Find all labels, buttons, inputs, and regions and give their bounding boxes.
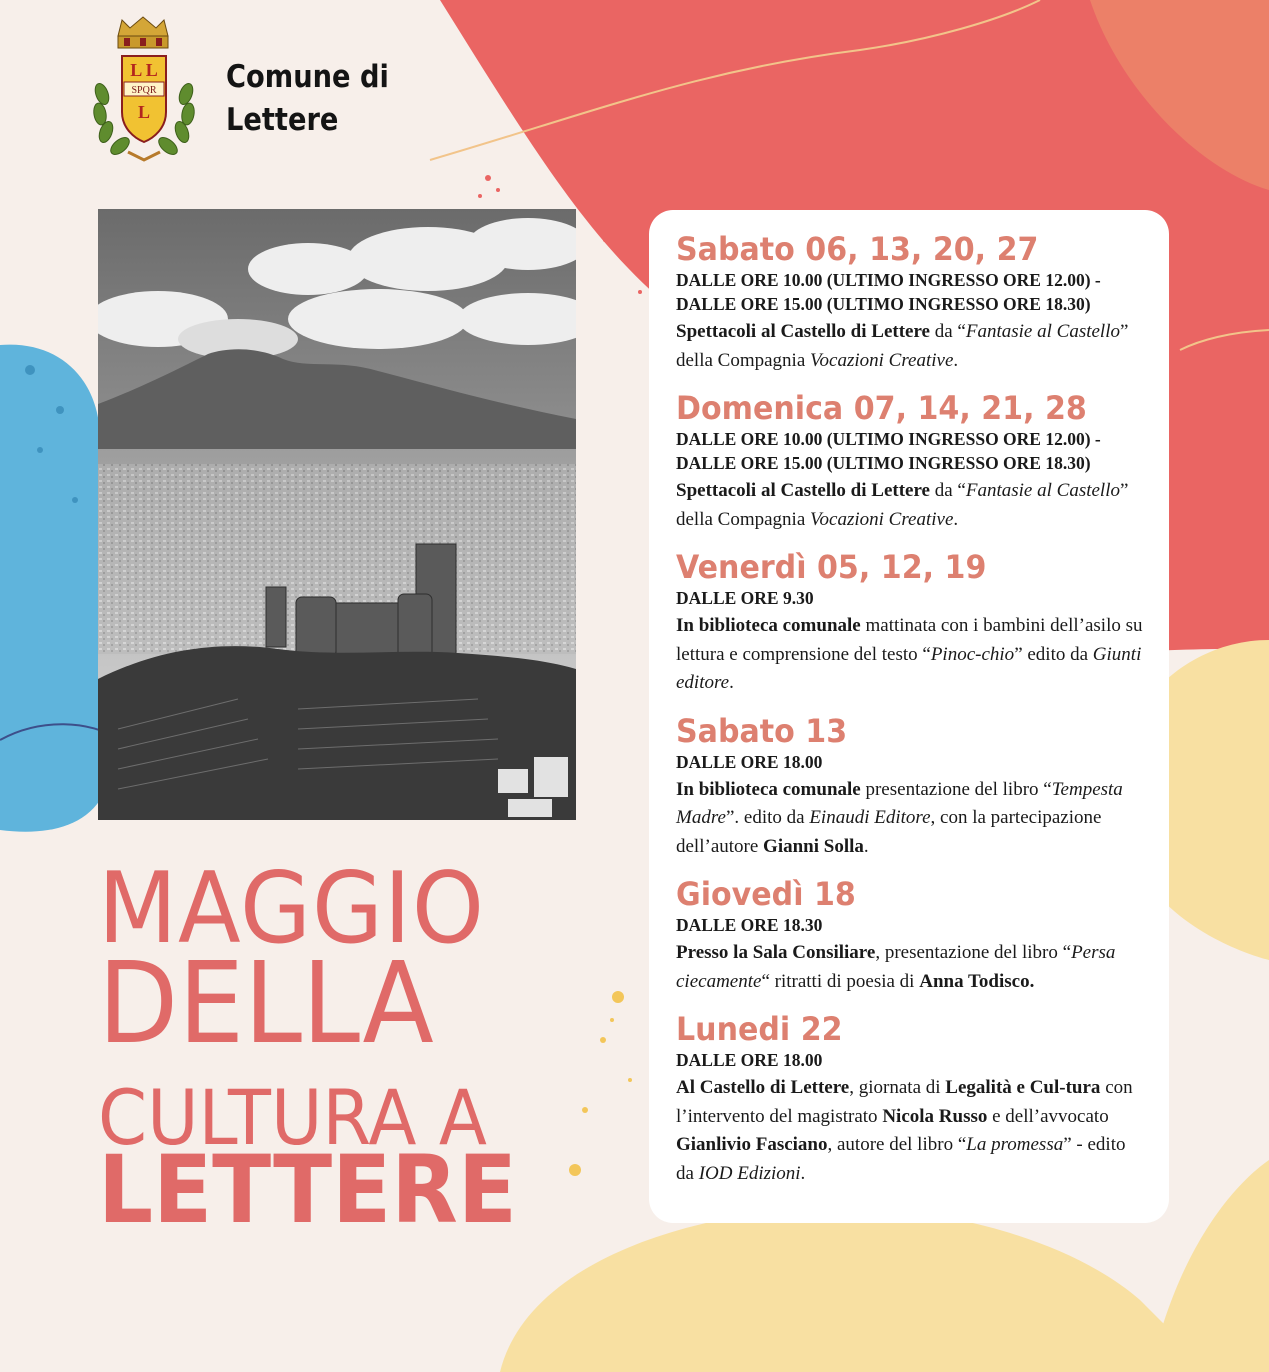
- title-line-2: DELLA: [98, 939, 434, 1069]
- event-time: DALLE ORE 10.00 (ULTIMO INGRESSO ORE 12.00) -: [676, 429, 1101, 449]
- event-description: [676, 1074, 1147, 1188]
- event-description-segment: .: [863, 835, 869, 857]
- hillside: [98, 646, 576, 820]
- event-item: [676, 875, 1147, 996]
- event-description-segment: Anna Todisco.: [919, 970, 1035, 992]
- event-time: DALLE ORE 9.30: [676, 588, 814, 608]
- event-description-segment: Presso la Sala Consiliare: [676, 942, 876, 963]
- event-description-segment: In biblioteca comunale: [676, 778, 861, 800]
- event-item: [676, 389, 1147, 534]
- event-date-heading: Giovedì 18: [676, 875, 856, 913]
- event-description-segment: Pinoc-chio: [930, 643, 1015, 665]
- event-description-segment: Al Castello di Lettere: [676, 1077, 850, 1098]
- crest-bottom-letter: L: [137, 102, 151, 122]
- event-date-heading: Sabato 13: [676, 711, 848, 750]
- event-description-segment: e dell’avvocato: [987, 1105, 1109, 1127]
- yellow-blob-bottom: [500, 1207, 1210, 1372]
- event-item: [676, 548, 1147, 698]
- event-description-segment: Fantasie al Castello: [965, 480, 1120, 501]
- yellow-splatter: [569, 991, 632, 1176]
- event-description-segment: Legalità e Cul-tura: [945, 1077, 1101, 1098]
- event-date-heading: Sabato 06, 13, 20, 27: [676, 230, 1039, 268]
- event-description-segment: Persa ciecamente: [676, 942, 1116, 992]
- municipality-name-line1: Comune di: [226, 59, 389, 95]
- event-description-segment: La promessa: [966, 1134, 1064, 1155]
- event-description-segment: presentazione del libro “: [860, 778, 1052, 800]
- event-description: [676, 612, 1147, 698]
- event-date-heading: Domenica 07, 14, 21, 28: [676, 389, 1087, 427]
- event-time: DALLE ORE 18.00: [676, 1050, 823, 1070]
- event-item: [676, 1010, 1147, 1188]
- event-description-segment: .: [953, 508, 959, 530]
- event-description-segment: mattinata con i bambini dell’asilo su lettura e comprensione del testo “: [676, 615, 1143, 665]
- event-description-segment: ” della Compagnia: [676, 321, 1129, 371]
- event-description-segment: , con la partecipazione dell’autore: [676, 807, 1102, 857]
- crest-motto: SPQR: [131, 85, 157, 96]
- event-description-segment: Vocazioni Creative: [810, 508, 954, 530]
- title-line-3: CULTURA A: [98, 1073, 487, 1162]
- event-item: [676, 712, 1147, 862]
- event-description: [676, 776, 1147, 862]
- event-description-segment: Nicola Russo: [882, 1105, 988, 1127]
- event-description-segment: Gianni Solla: [763, 835, 864, 857]
- event-description-segment: Giunti editore: [676, 643, 1142, 693]
- event-description-segment: ” - edito da: [676, 1134, 1126, 1184]
- event-description-segment: con l’intervento del magistrato: [676, 1077, 1133, 1127]
- event-item: [676, 230, 1147, 375]
- schedule-card: [649, 210, 1169, 1223]
- event-description: [676, 318, 1147, 375]
- event-description-segment: Spettacoli al Castello di Lettere: [676, 480, 930, 501]
- event-description-segment: Vocazioni Creative: [810, 349, 954, 371]
- event-time: DALLE ORE 10.00 (ULTIMO INGRESSO ORE 12.00) -: [676, 270, 1101, 290]
- castle-vesuvius-photo: [98, 209, 576, 820]
- event-date-heading: Venerdì 05, 12, 19: [676, 548, 987, 586]
- event-description-segment: .: [729, 672, 734, 693]
- blue-blob: [0, 345, 100, 832]
- title-line-4: LETTERE: [98, 1136, 517, 1245]
- event-description-segment: .: [953, 349, 959, 371]
- event-description-segment: , presentazione del libro “: [875, 942, 1072, 963]
- event-description-segment: IOD Edizioni: [698, 1162, 801, 1184]
- event-description-segment: , autore del libro “: [827, 1134, 967, 1155]
- crest-top-letters: L L: [130, 60, 158, 80]
- municipality-name: [226, 56, 389, 142]
- event-description-segment: da “: [930, 480, 966, 501]
- event-description-segment: , giornata di: [849, 1077, 946, 1098]
- event-description-segment: Tempesta Madre: [676, 778, 1123, 828]
- event-description: [676, 477, 1147, 534]
- event-description-segment: da “: [930, 321, 966, 342]
- event-time: DALLE ORE 15.00 (ULTIMO INGRESSO ORE 18.30): [676, 294, 1091, 314]
- title-line-1: MAGGIO: [98, 852, 485, 966]
- event-description: [676, 939, 1147, 996]
- municipality-name-line2: Lettere: [226, 102, 339, 138]
- event-description-segment: ” della Compagnia: [676, 480, 1129, 530]
- event-description-segment: ”. edito da: [725, 807, 810, 828]
- event-description-segment: Fantasie al Castello: [965, 321, 1120, 342]
- event-time: DALLE ORE 18.30: [676, 915, 823, 935]
- event-time: DALLE ORE 18.00: [676, 751, 823, 772]
- event-date-heading: Lunedi 22: [676, 1010, 843, 1048]
- event-description-segment: Einaudi Editore: [809, 807, 931, 828]
- event-description-segment: “ ritratti di poesia di: [761, 970, 920, 992]
- event-description-segment: Gianlivio Fasciano: [676, 1134, 828, 1155]
- crown-icon: [118, 17, 168, 48]
- event-description-segment: Spettacoli al Castello di Lettere: [676, 321, 930, 342]
- event-description-segment: .: [800, 1162, 806, 1184]
- event-description-segment: ” edito da: [1014, 643, 1093, 665]
- municipal-crest-logo: [88, 14, 200, 166]
- event-description-segment: In biblioteca comunale: [676, 615, 861, 636]
- event-time: DALLE ORE 15.00 (ULTIMO INGRESSO ORE 18.30): [676, 453, 1091, 473]
